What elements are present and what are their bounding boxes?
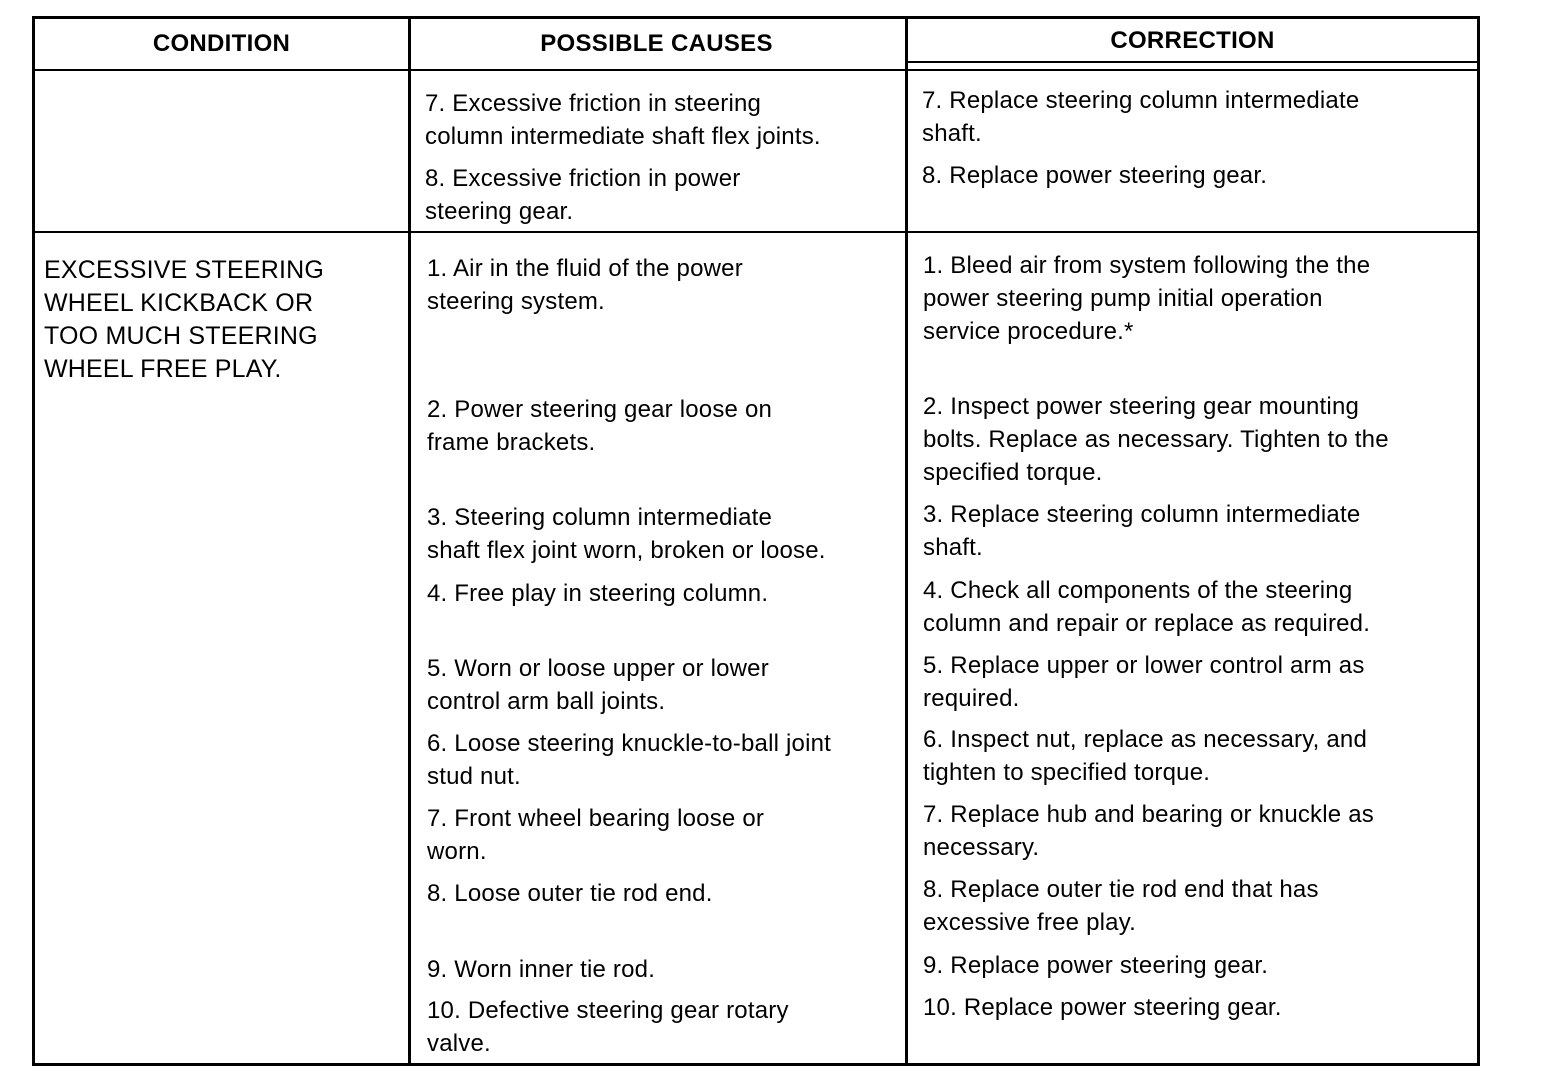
column-divider-2 — [905, 19, 908, 1063]
correction-item: 7. Replace steering column intermediate shaft. — [922, 87, 1360, 147]
column-divider-1 — [408, 19, 411, 1063]
diagnosis-table — [32, 16, 1480, 1066]
cause-item: 10. Defective steering gear rotary valve. — [427, 997, 789, 1057]
correction-item: 3. Replace steering column intermediate shaft. — [923, 501, 1361, 561]
correction-item: 7. Replace hub and bearing or knuckle as necessary. — [923, 801, 1374, 861]
correction-item: 10. Replace power steering gear. — [923, 994, 1282, 1021]
group-divider — [35, 231, 1477, 233]
cause-item: 3. Steering column intermediate shaft flex joint worn, broken or loose. — [427, 504, 826, 564]
cause-item: 2. Power steering gear loose on frame brackets. — [427, 396, 773, 456]
cause-item: 1. Air in the fluid of the power steering system. — [427, 255, 743, 315]
header-possible-causes: POSSIBLE CAUSES — [540, 30, 773, 57]
cause-item: 6. Loose steering knuckle-to-ball joint stud nut. — [427, 730, 832, 790]
correction-item: 5. Replace upper or lower control arm as required. — [923, 652, 1365, 712]
header-divider — [35, 69, 1477, 71]
cause-item: 4. Free play in steering column. — [427, 580, 769, 607]
cause-item: 8. Excessive friction in power steering gear. — [425, 165, 741, 225]
correction-item: 2. Inspect power steering gear mounting bolts. Replace as necessary. Tighten to the specified torque. — [923, 393, 1389, 486]
correction-item: 8. Replace outer tie rod end that has excessive free play. — [923, 876, 1319, 936]
header-condition: CONDITION — [152, 30, 291, 57]
cause-item: 7. Excessive friction in steering column intermediate shaft flex joints. — [425, 90, 821, 150]
header-correction: CORRECTION — [1110, 27, 1275, 54]
cause-item: 7. Front wheel bearing loose or worn. — [427, 805, 765, 865]
cause-item: 5. Worn or loose upper or lower control arm ball joints. — [427, 655, 769, 715]
correction-item: 6. Inspect nut, replace as necessary, and tighten to specified torque. — [923, 726, 1368, 786]
correction-item: 1. Bleed air from system following the the power steering pump initial operation service procedure.* — [923, 252, 1371, 345]
condition-cell-2: EXCESSIVE STEERING WHEEL KICKBACK OR TOO MUCH STEERING WHEEL FREE PLAY. — [44, 256, 325, 383]
cause-item: 8. Loose outer tie rod end. — [427, 880, 713, 907]
correction-item: 8. Replace power steering gear. — [922, 162, 1268, 189]
correction-item: 9. Replace power steering gear. — [923, 952, 1269, 979]
cause-item: 9. Worn inner tie rod. — [427, 956, 656, 983]
correction-item: 4. Check all components of the steering column and repair or replace as required. — [923, 577, 1371, 637]
